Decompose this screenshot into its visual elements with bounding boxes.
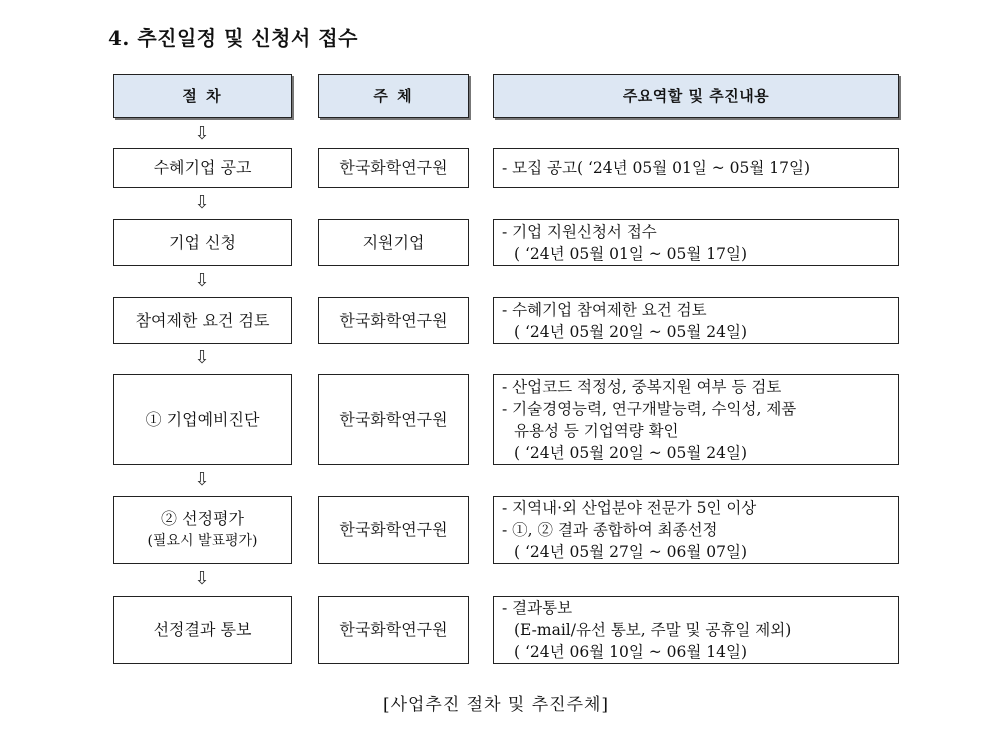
- down-arrow-icon: ⇩: [194, 469, 210, 490]
- description-line: (E-mail/유선 통보, 주말 및 공휴일 제외): [514, 621, 792, 639]
- description-box-4: [493, 374, 899, 465]
- header-procedure: 절 차: [113, 74, 292, 118]
- description-line: - 지역내·외 산업분야 전문가 5인 이상: [502, 499, 757, 517]
- header-description: 주요역할 및 추진내용: [493, 74, 899, 118]
- description-line: ( ‘24년 05월 27일 ~ 06월 07일): [514, 543, 748, 561]
- procedure-box-1: 수혜기업 공고: [113, 148, 292, 188]
- down-arrow-icon: ⇩: [194, 192, 210, 213]
- section-title: 4. 추진일정 및 신청서 접수: [108, 26, 358, 50]
- procedure-box-2: 기업 신청: [113, 219, 292, 266]
- down-arrow-icon: ⇩: [194, 568, 210, 589]
- description-box-6: [493, 596, 899, 664]
- actor-box-5: 한국화학연구원: [318, 496, 469, 564]
- description-box-3: [493, 297, 899, 344]
- description-box-1: [493, 148, 899, 188]
- description-box-2: [493, 219, 899, 266]
- actor-box-6: 한국화학연구원: [318, 596, 469, 664]
- description-line: 유용성 등 기업역량 확인: [514, 421, 679, 440]
- header-actor: 주 체: [318, 74, 469, 118]
- procedure-box-5: [113, 496, 292, 564]
- down-arrow-icon: ⇩: [194, 270, 210, 291]
- description-line: - 기업 지원신청서 접수: [502, 222, 657, 241]
- actor-box-4: 한국화학연구원: [318, 374, 469, 465]
- description-line: ( ‘24년 05월 20일 ~ 05월 24일): [514, 443, 748, 462]
- down-arrow-icon: ⇩: [194, 347, 210, 368]
- description-box-5: [493, 496, 899, 564]
- description-line: ( ‘24년 06월 10일 ~ 06월 14일): [514, 643, 748, 661]
- description-line: - 기술경영능력, 연구개발능력, 수익성, 제품: [502, 399, 797, 418]
- down-arrow-icon: ⇩: [194, 123, 210, 144]
- description-line: - 수혜기업 참여제한 요건 검토: [502, 300, 707, 319]
- procedure-box-6: 선정결과 통보: [113, 596, 292, 664]
- description-line: ( ‘24년 05월 20일 ~ 05월 24일): [514, 322, 748, 341]
- procedure-label: ② 선정평가: [161, 509, 244, 528]
- description-line: - ①, ② 결과 종합하여 최종선정: [502, 521, 718, 539]
- description-line: - 모집 공고( ‘24년 05월 01일 ~ 05월 17일): [502, 159, 811, 177]
- procedure-box-4: ① 기업예비진단: [113, 374, 292, 465]
- procedure-sublabel: (필요시 발표평가): [147, 533, 258, 549]
- actor-box-3: 한국화학연구원: [318, 297, 469, 344]
- figure-caption: [사업추진 절차 및 추진주체]: [382, 695, 610, 715]
- description-line: - 결과통보: [502, 599, 573, 617]
- procedure-box-3: 참여제한 요건 검토: [113, 297, 292, 344]
- actor-box-2: 지원기업: [318, 219, 469, 266]
- actor-box-1: 한국화학연구원: [318, 148, 469, 188]
- description-line: - 산업코드 적정성, 중복지원 여부 등 검토: [502, 377, 782, 396]
- description-line: ( ‘24년 05월 01일 ~ 05월 17일): [514, 244, 748, 263]
